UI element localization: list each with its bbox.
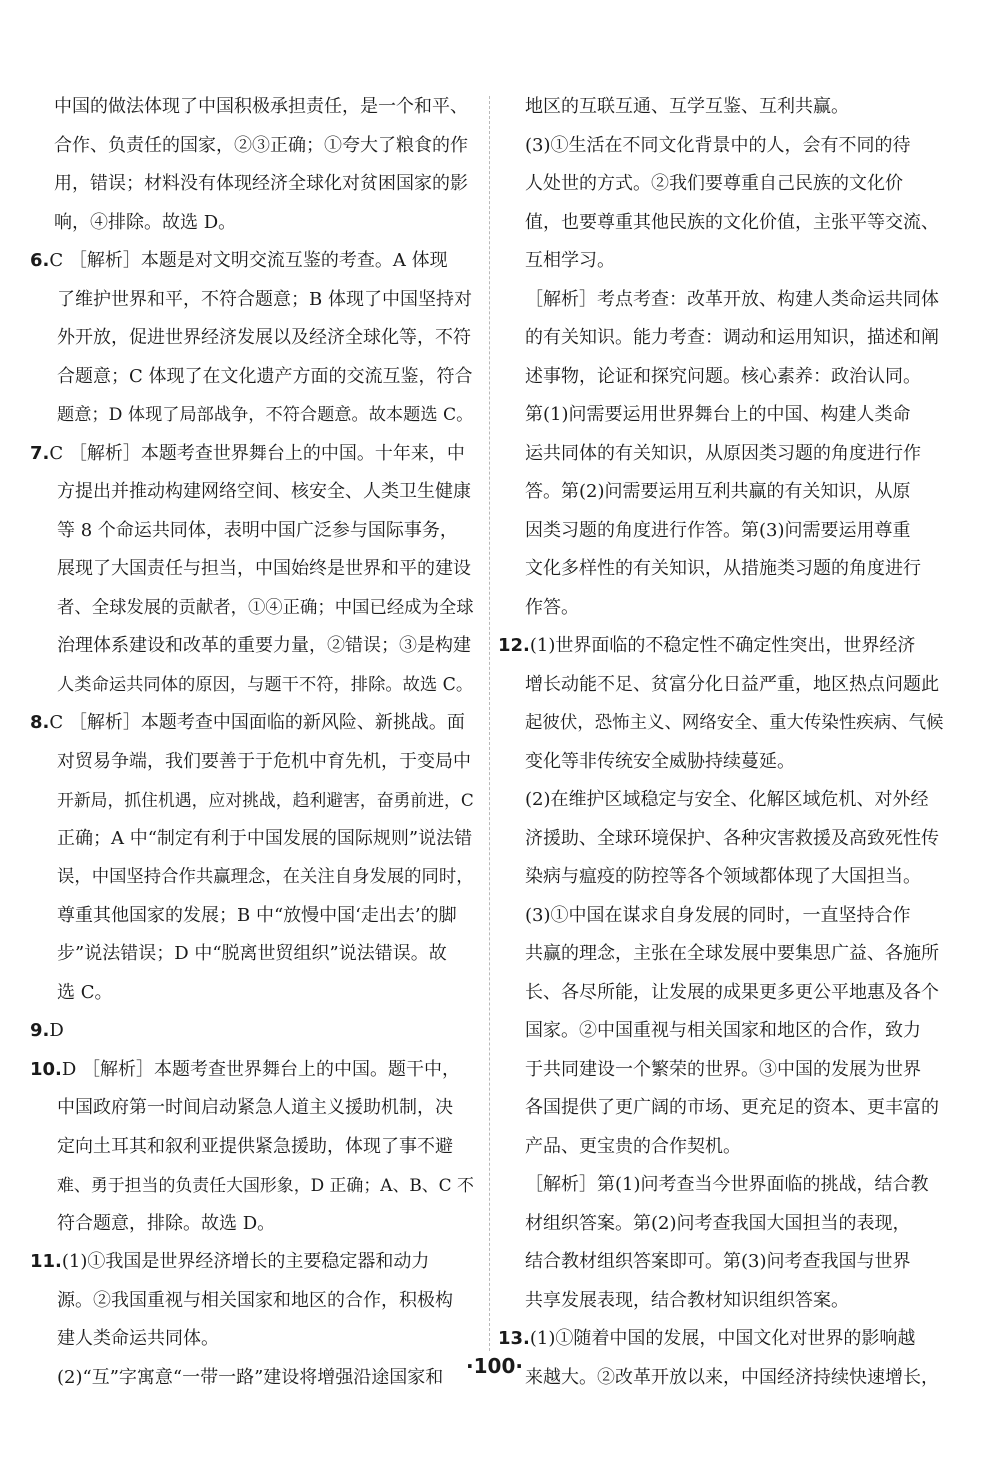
text-line <box>498 204 948 243</box>
text-line <box>30 435 478 474</box>
text-line <box>498 1282 948 1321</box>
line-text: D <box>49 1020 64 1041</box>
line-text: 合题意；C 体现了在文化遗产方面的交流互鉴，符合 <box>57 365 473 387</box>
line-text: 国家。②中国重视与相关国家和地区的合作，致力 <box>525 1020 921 1041</box>
page-number: ·100· <box>466 1354 523 1378</box>
text-line <box>30 281 478 320</box>
text-line <box>30 627 478 666</box>
question-number: 6. <box>30 250 50 271</box>
line-text: 定向土耳其和叙利亚提供紧急援助，体现了事不避 <box>57 1135 453 1157</box>
text-line <box>30 1243 478 1282</box>
line-text: (1)①我国是世界经济增长的主要稳定器和动力 <box>61 1251 430 1272</box>
text-line <box>30 204 478 243</box>
text-line <box>30 396 478 435</box>
line-text: 于共同建设一个繁荣的世界。③中国的发展为世界 <box>525 1058 921 1080</box>
line-text: 治理体系建设和改革的重要力量，②错误；③是构建 <box>57 635 471 656</box>
line-text: 第(1)问需要运用世界舞台上的中国、构建人类命 <box>525 404 911 425</box>
line-text: 因类习题的角度进行作答。第(3)问需要运用尊重 <box>525 519 911 541</box>
text-line <box>498 550 948 589</box>
line-text: 源。②我国重视与相关国家和地区的合作，积极构 <box>57 1289 453 1311</box>
line-text: 选 C。 <box>57 981 113 1003</box>
line-text: 了维护世界和平，不符合题意；B 体现了中国坚持对 <box>57 288 472 310</box>
text-line <box>498 473 948 512</box>
line-text: 用，错误；材料没有体现经济全球化对贫困国家的影 <box>54 173 468 194</box>
text-line <box>498 1166 948 1205</box>
text-line <box>498 743 948 782</box>
line-text: 共享发展表现，结合教材知识组织答案。 <box>525 1289 849 1311</box>
text-line <box>30 1051 478 1090</box>
text-line <box>30 165 478 204</box>
line-text: 起彼伏，恐怖主义、网络安全、重大传染性疾病、气候 <box>525 713 944 733</box>
text-line <box>30 319 478 358</box>
line-text: C ［解析］本题考查中国面临的新风险、新挑战。面 <box>49 712 465 733</box>
text-line <box>498 1012 948 1051</box>
text-line <box>30 242 478 281</box>
text-line <box>498 88 948 127</box>
line-text: 者、全球发展的贡献者，①④正确；中国已经成为全球 <box>57 597 474 618</box>
text-line <box>30 550 478 589</box>
question-number: 11. <box>30 1251 62 1272</box>
left-column <box>30 88 478 1397</box>
text-line <box>498 1320 948 1359</box>
text-line <box>30 1089 478 1128</box>
line-text: 人处世的方式。②我们要尊重自己民族的文化价 <box>525 173 903 194</box>
line-text: 染病与瘟疫的防控等各个领域都体现了大国担当。 <box>525 866 921 887</box>
text-line <box>498 396 948 435</box>
text-line <box>498 1089 948 1128</box>
text-line <box>498 319 948 358</box>
line-text: C ［解析］本题是对文明交流互鉴的考查。A 体现 <box>49 250 448 271</box>
line-text: 对贸易争端，我们要善于于危机中育先机，于变局中 <box>57 750 471 772</box>
text-line <box>30 897 478 936</box>
text-line <box>30 820 478 859</box>
line-text: (2)在维护区域稳定与安全、化解区域危机、对外经 <box>525 789 929 810</box>
line-text: (2)“互”字寓意“一带一路”建设将增强沿途国家和 <box>57 1366 444 1388</box>
line-text: 人类命运共同体的原因，与题干不符，排除。故选 C。 <box>57 674 474 695</box>
column-divider <box>489 96 490 1351</box>
question-number: 9. <box>30 1020 50 1041</box>
line-text: 材组织答案。第(2)问考查我国大国担当的表现， <box>525 1212 911 1234</box>
line-text: (1)①随着中国的发展，中国文化对世界的影响越 <box>529 1328 916 1349</box>
line-text: 答。第(2)问需要运用互利共赢的有关知识，从原 <box>525 481 911 502</box>
text-line <box>498 627 948 666</box>
line-text: 来越大。②改革开放以来，中国经济持续快速增长， <box>525 1366 939 1388</box>
line-text: 各国提供了更广阔的市场、更充足的资本、更丰富的 <box>525 1097 939 1118</box>
text-line <box>30 858 478 897</box>
line-text: 值，也要尊重其他民族的文化价值，主张平等交流、 <box>525 211 939 233</box>
line-text: 步”说法错误；D 中“脱离世贸组织”说法错误。故 <box>57 943 447 964</box>
line-text: (3)①生活在不同文化背景中的人，会有不同的待 <box>525 134 911 156</box>
text-line <box>30 743 478 782</box>
line-text: 变化等非传统安全威胁持续蔓延。 <box>525 750 795 772</box>
line-text: 建人类命运共同体。 <box>57 1328 219 1349</box>
line-text: 展现了大国责任与担当，中国始终是世界和平的建设 <box>57 558 471 579</box>
line-text: 中国的做法体现了中国积极承担责任，是一个和平、 <box>54 96 468 117</box>
line-text: D ［解析］本题考查世界舞台上的中国。题干中， <box>61 1058 461 1080</box>
text-line <box>30 589 478 628</box>
text-line <box>498 858 948 897</box>
line-text: 长、各尽所能，让发展的成果更多更公平地惠及各个 <box>525 981 939 1003</box>
line-text: (3)①中国在谋求自身发展的同时，一直坚持合作 <box>525 904 911 926</box>
text-line <box>498 589 948 628</box>
line-text: 结合教材组织答案即可。第(3)问考查我国与世界 <box>525 1251 911 1272</box>
line-text: 文化多样性的有关知识，从措施类习题的角度进行 <box>525 558 921 579</box>
line-text: 尊重其他国家的发展；B 中“放慢中国‘走出去’的脚 <box>57 904 457 926</box>
line-text: 地区的互联互通、互学互鉴、互利共赢。 <box>525 96 849 117</box>
text-line <box>498 435 948 474</box>
line-text: 正确；A 中“制定有利于中国发展的国际规则”说法错 <box>57 827 473 849</box>
line-text: 济援助、全球环境保护、各种灾害救援及高致死性传 <box>525 827 939 849</box>
text-line <box>30 781 478 820</box>
text-line <box>30 1012 478 1051</box>
right-column <box>498 88 948 1397</box>
line-text: ［解析］第(1)问考查当今世界面临的挑战，结合教 <box>525 1174 929 1195</box>
line-text: 题意；D 体现了局部战争，不符合题意。故本题选 C。 <box>57 405 474 425</box>
text-line <box>30 512 478 551</box>
text-line <box>498 242 948 281</box>
text-line <box>30 127 478 166</box>
text-line <box>498 704 948 743</box>
text-line <box>498 1243 948 1282</box>
text-line <box>30 1166 478 1205</box>
text-line <box>30 473 478 512</box>
line-text: (1)世界面临的不稳定性不确定性突出，世界经济 <box>529 635 916 656</box>
text-line <box>498 127 948 166</box>
question-number: 10. <box>30 1058 62 1080</box>
line-text: C ［解析］本题考查世界舞台上的中国。十年来，中 <box>49 442 465 464</box>
text-line <box>498 897 948 936</box>
line-text: 增长动能不足、贫富分化日益严重，地区热点问题此 <box>525 673 939 695</box>
question-number: 13. <box>498 1328 530 1349</box>
line-text: 等 8 个命运共同体，表明中国广泛参与国际事务， <box>57 519 458 541</box>
question-number: 7. <box>30 442 50 464</box>
text-line <box>498 820 948 859</box>
line-text: 作答。 <box>525 596 579 618</box>
text-line <box>498 781 948 820</box>
line-text: 中国政府第一时间启动紧急人道主义援助机制，决 <box>57 1097 453 1118</box>
line-text: 共赢的理念，主张在全球发展中要集思广益、各施所 <box>525 943 939 964</box>
line-text: 产品、更宝贵的合作契机。 <box>525 1135 741 1157</box>
text-line <box>30 666 478 705</box>
question-number: 12. <box>498 635 530 656</box>
text-line <box>30 974 478 1013</box>
line-text: 述事物，论证和探究问题。核心素养：政治认同。 <box>525 365 921 387</box>
text-line <box>30 358 478 397</box>
text-line <box>498 512 948 551</box>
text-line <box>498 1128 948 1167</box>
line-text: ［解析］考点考查：改革开放、构建人类命运共同体 <box>525 288 939 310</box>
text-line <box>30 1205 478 1244</box>
line-text: 的有关知识。能力考查：调动和运用知识，描述和阐 <box>525 327 939 348</box>
text-line <box>30 1128 478 1167</box>
line-text: 开新局，抓住机遇，应对挑战，趋利避害，奋勇前进，C <box>57 790 474 810</box>
text-line <box>498 281 948 320</box>
text-line <box>498 666 948 705</box>
text-line <box>30 1282 478 1321</box>
line-text: 外开放，促进世界经济发展以及经济全球化等，不符 <box>57 327 471 348</box>
text-line <box>30 935 478 974</box>
line-text: 响，④排除。故选 D。 <box>54 211 237 233</box>
line-text: 运共同体的有关知识，从原因类习题的角度进行作 <box>525 442 921 464</box>
line-text: 互相学习。 <box>525 250 615 271</box>
line-text: 难、勇于担当的负责任大国形象，D 正确；A、B、C 不 <box>57 1175 474 1195</box>
text-line <box>30 704 478 743</box>
question-number: 8. <box>30 712 50 733</box>
text-line <box>498 358 948 397</box>
text-line <box>498 935 948 974</box>
text-line <box>30 1320 478 1359</box>
text-line <box>498 1051 948 1090</box>
text-line <box>30 88 478 127</box>
text-line <box>498 165 948 204</box>
line-text: 方提出并推动构建网络空间、核安全、人类卫生健康 <box>57 481 471 502</box>
line-text: 符合题意，排除。故选 D。 <box>57 1212 276 1234</box>
line-text: 合作、负责任的国家，②③正确；①夸大了粮食的作 <box>54 134 468 156</box>
line-text: 误，中国坚持合作共赢理念，在关注自身发展的同时， <box>57 867 474 887</box>
text-line <box>498 974 948 1013</box>
text-line <box>498 1205 948 1244</box>
